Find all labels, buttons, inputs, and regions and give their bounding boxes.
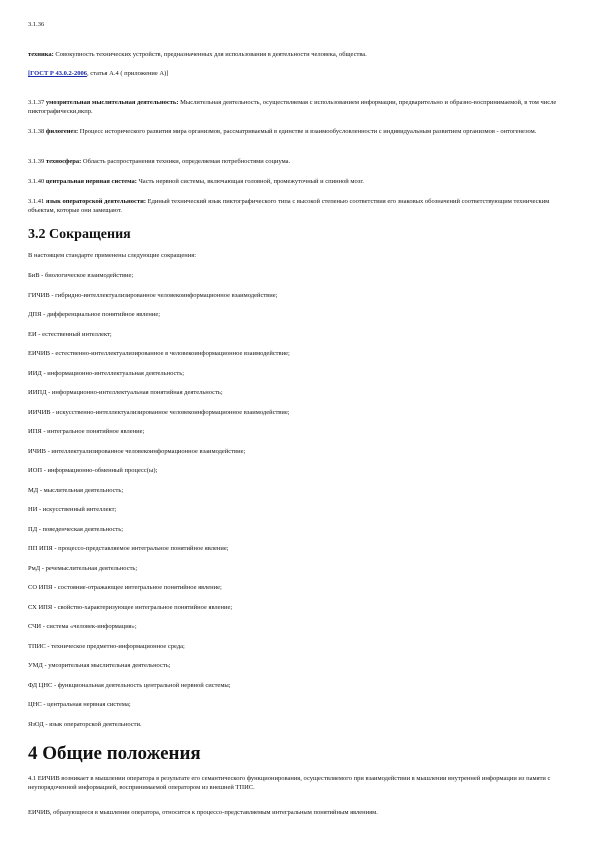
definition-operator-language: Единый технический язык пиктографического типа с высокой степенью соответствия его знаковых обозначений соответствующим техническим объектам, которые они замещают.: [28, 198, 550, 214]
section-3-1-36-number: 3.1.36: [28, 21, 45, 28]
definition-phylogenesis: Процесс исторического развития мира организмов, рассматриваемый в единстве и взаимообусловленности с индивидуальным развитием организмов - онтогенезом.: [79, 128, 537, 135]
term-speculative-activity: умозрительная мыслительная деятельность:: [45, 99, 179, 106]
definition-cns: Часть нервной системы, включающая головной, промежуточный и спинной мозг.: [138, 178, 364, 185]
abbreviations-heading: 3.2 Сокращения: [28, 227, 131, 242]
abbreviation-item: ЯзОД - язык операторской деятельности.: [28, 720, 142, 728]
abbreviation-item: ИИЧИВ - искусственно-интеллектуализированное человекоинформационное взаимодействие;: [28, 408, 290, 416]
term-operator-language: язык операторской деятельности:: [45, 198, 146, 205]
section-3-1-37: [28, 98, 568, 116]
section-3-1-36-reference: [28, 69, 568, 78]
abbreviation-item: ИОП - информационно-обменный процесс(ы);: [28, 467, 158, 474]
abbreviation-item: ИЧИВ - интеллектуализированное человекоинформационное взаимодействие;: [28, 447, 246, 455]
term-technosphere: техносфера:: [45, 158, 82, 165]
term-cns: центральная нервная система:: [45, 178, 137, 185]
abbreviation-item: ЕИЧИВ - естественно-интеллектуализированное в человекоинформационное взаимодействие;: [28, 350, 290, 357]
section-3-1-41: [28, 197, 568, 215]
section-3-1-39: [28, 157, 568, 166]
abbreviation-item: ПП ИПЯ - процессо-представляемое интегральное понятийное явление;: [28, 545, 229, 552]
term-phylogenesis: филогенез:: [45, 128, 79, 135]
abbreviation-item: УМД - умозрительная мыслительная деятельность;: [28, 662, 171, 669]
abbreviation-item: ЕИ - естественный интеллект;: [28, 330, 112, 338]
abbreviation-item: НИ - искусственный интеллект;: [28, 506, 117, 513]
abbreviation-item: МД - мыслительная деятельность;: [28, 486, 124, 494]
general-paragraph-2: ЕИЧИВ, образующееся в мышлении оператора, относится к процессо-представляемым интегральным понятийным явлениям.: [28, 809, 378, 816]
section-number: 3.1.39: [28, 158, 45, 165]
abbreviation-item: ИПЯ - интегральное понятийное явление;: [28, 428, 145, 435]
abbreviation-item: РмД - речемыслительная деятельность;: [28, 564, 138, 572]
definition-speculative-activity: Мыслительная деятельность, осуществляемая с использованием информации, предварительно и образно-воспринимаемой, в том числе пиктографически,вкпр.: [28, 99, 557, 115]
gost-reference-link[interactable]: [ГОСТ Р 43.0.2-2006: [28, 70, 87, 77]
definition-technique: Совокупность технических устройств, предназначенных для использования в деятельности человека, общества.: [55, 51, 367, 58]
section-number: 3.1.38: [28, 128, 45, 135]
abbreviation-item: ДПЯ - дифференциальное понятийное явление;: [28, 311, 161, 318]
definition-technosphere: Область распространения техники, определяемая потребностями социума.: [82, 158, 291, 165]
abbreviation-item: ИИД - информационно-интеллектуальная деятельность;: [28, 369, 185, 377]
abbreviation-item: СХ ИПЯ - свойство-характеризующее интегральное понятийное явление;: [28, 603, 233, 611]
abbreviation-item: ЦНС - центральная нервная система;: [28, 701, 131, 708]
section-3-1-36: [28, 50, 568, 59]
abbreviations-intro: В настоящем стандарте применены следующие сокращения:: [28, 252, 197, 259]
reference-rest: , статья А.4 ( приложение А)]: [86, 70, 169, 77]
general-paragraph-4-1: 4.1 ЕИЧИВ возникает в мышлении оператора в результате его семантического функционирования, осуществляемого при взаимодействии в мышлении внутренней информации из памяти с неупорядоченной информацией, воспринимаемой оператором из внешней ТПИС.: [28, 775, 551, 791]
section-number: 3.1.40: [28, 178, 45, 185]
abbreviation-item: БиВ - биологическое взаимодействие;: [28, 272, 134, 279]
abbreviation-item: СЧИ - система «человек-информация»;: [28, 623, 137, 630]
term-technique: техника:: [28, 51, 54, 58]
abbreviation-item: ИИПД - информационно-интеллектуальная понятийная деятельность;: [28, 389, 223, 396]
section-number: 3.1.41: [28, 198, 45, 205]
general-provisions-heading: 4 Общие положения: [28, 743, 201, 764]
section-3-1-40: [28, 177, 568, 186]
abbreviation-item: ФД ЦНС - функциональная деятельность центральной нервной системы;: [28, 681, 231, 689]
section-3-1-38: [28, 127, 568, 136]
abbreviation-item: ТПИС - техническое предметно-информационное среда;: [28, 642, 185, 650]
abbreviation-item: СО ИПЯ - состояние-отражающее интегральное понятийное явление;: [28, 584, 222, 591]
section-number: 3.1.37: [28, 99, 45, 106]
abbreviation-item: ГИЧИВ - гибридно-интеллектуализированное человекоинформационное взаимодействие;: [28, 291, 278, 299]
abbreviation-item: ПД - поведенческая деятельность;: [28, 525, 124, 533]
